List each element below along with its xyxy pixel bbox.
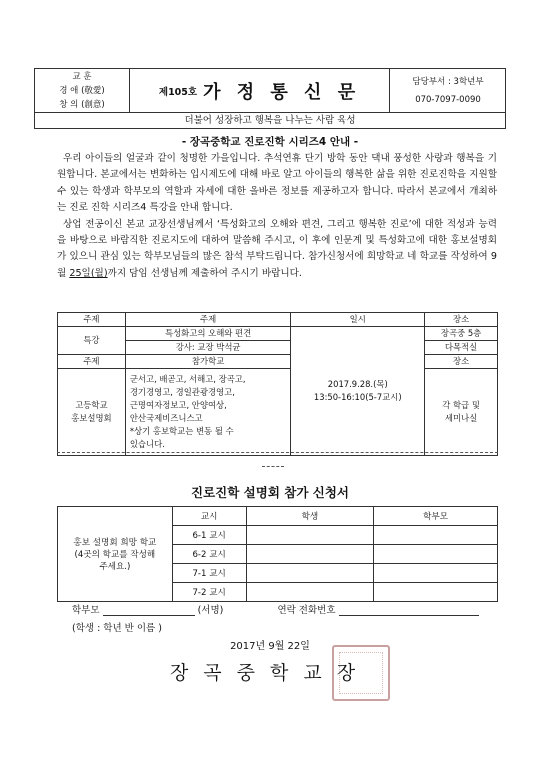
header-cell: 주제 [125,313,291,327]
motto-heading: 교 훈 [72,72,92,82]
student-choice-field[interactable] [246,526,374,545]
school-line: 있습니다. [129,439,165,449]
parent-choice-field[interactable] [374,564,498,583]
date-cell [291,327,425,456]
header-cell: 교시 [172,507,246,526]
deadline: 25일(월) [69,267,108,279]
school-name-signature: 장곡중학교장 [169,662,371,684]
application-label-3: 주세요.) [99,562,131,572]
lecture-place-cell-2: 다목적실 [425,341,498,355]
page-title: 가 정 통 신 문 [203,82,361,103]
parent-choice-field[interactable] [374,583,498,602]
event-time: 13:50-16:10(5-7교시) [313,392,402,402]
student-info-line: (학생 : 학년 반 이름 ) [72,623,162,634]
briefing-place-1: 각 학급 및 [442,400,480,410]
application-label-2: (4곳의 학교를 작성해 [74,550,156,560]
header-cell: 장소 [425,355,498,369]
contact-block [390,69,506,113]
motto-line-1: 경 애 (敬愛) [59,86,105,96]
issue-number: 제105호 [158,87,198,98]
schedule-table [57,312,498,456]
header-cell: 학생 [246,507,374,526]
parent-name-field[interactable] [103,604,195,616]
phone-number: 070-7097-0090 [415,95,481,105]
phone-field[interactable] [339,604,479,616]
period-cell: 6-1 교시 [172,526,246,545]
table-row [58,313,498,327]
table-row [58,369,498,456]
signature-line [72,602,479,616]
period-cell: 7-1 교시 [172,564,246,583]
briefing-place-cell [425,369,498,456]
lecturer-cell: 강사: 교장 박석균 [125,341,291,355]
motto-line-2: 창 의 (創意) [59,100,105,110]
parent-choice-field[interactable] [374,526,498,545]
table-row [58,327,498,341]
header-cell: 학부모 [374,507,498,526]
parent-choice-field[interactable] [374,545,498,564]
slogan: 더불어 성장하고 행복을 나누는 사람 육성 [34,113,506,129]
school-motto [35,69,130,113]
student-choice-field[interactable] [246,545,374,564]
lecture-topic-cell: 특강 [58,327,126,355]
period-cell: 6-2 교시 [172,545,246,564]
briefing-place-2: 세미나실 [444,413,478,423]
application-label-cell [58,507,173,602]
briefing-topic-cell [58,369,126,456]
issue-date: 2017년 9월 22일 [230,641,310,652]
section-title: - 장곡중학교 진로진학 시리즈4 안내 - [181,136,359,148]
header-cell: 장소 [425,313,498,327]
school-line: 경기경영고, 경일관광경영고, [129,387,235,397]
cut-line-tail [262,466,284,467]
parent-label: 학부모 [72,605,100,616]
table-row [58,355,498,369]
schools-cell [125,369,291,456]
application-table [57,506,498,602]
briefing-topic-2: 홍보설명회 [71,413,112,423]
sign-label: (서명) [197,605,224,616]
body-text [57,151,497,282]
event-date: 2017.9.28.(목) [327,379,388,389]
department: 담당부서 : 3학년부 [412,77,484,87]
title-block [130,69,390,113]
table-row [58,507,498,526]
school-line: 안산국제비즈니스고 [129,413,203,423]
header-cell: 주제 [58,313,126,327]
student-choice-field[interactable] [246,583,374,602]
lecture-theme-cell: 특성화고의 오해와 편견 [125,327,291,341]
paragraph-2 [57,217,497,283]
header-cell: 일시 [291,313,425,327]
cut-line [57,452,498,453]
school-line: *상기 홍보학교는 변동 될 수 [129,426,234,436]
student-choice-field[interactable] [246,564,374,583]
application-title: 진로진학 설명회 참가 신청서 [191,485,349,500]
lecture-place-cell: 장곡중 5층 [425,327,498,341]
briefing-topic-1: 고등학교 [75,400,108,410]
school-line: 군서고, 배곧고, 서해고, 장곡고, [129,374,246,384]
header-cell: 참가학교 [125,355,291,369]
contact-label: 연락 전화번호 [277,605,336,616]
header-cell: 주제 [58,355,126,369]
application-label-1: 홍보 설명회 희망 학교 [73,538,157,548]
period-cell: 7-2 교시 [172,583,246,602]
paragraph-1: 우리 아이들의 얼굴과 같이 청명한 가을입니다. 추석연휴 단기 방학 동안 댁내 풍성한 사랑과 행복을 기원합니다. 본교에서는 변화하는 입시제도에 대해 바로 알고 아이들의 행복한 삶을 위한 진로진학을 지원할 수 있는 학생과 학부모의 역할과 자세에 대한 올바른 정보를 제공하고자 합니다. 따라서 본교에서 개최하는 진로 진학 시리즈4 특강을 안내 합니다. [57,153,497,214]
newsletter-header [34,68,506,113]
paragraph-2-main: 상업 전공이신 본교 교장선생님께서 ‘특성화고의 오해와 편견, 그리고 행복한 진로’에 대한 적성과 능력을 바탕으로 바람직한 진로지도에 대하여 말씀해 주시고, 이 후에 인문계 및 특성화고에 대한 홍보설명회가 있으니 관심 있는 학부모님들의 많은 참석 부탁드립니다. 참가신청서에 희망학교 네 학교를 작성하여 9월 [57,218,497,279]
paragraph-2-end: 까지 담임 선생님께 제출하여 주시기 바랍니다. [107,267,302,279]
school-line: 근명여자정보고, 안양여상, [129,400,227,410]
